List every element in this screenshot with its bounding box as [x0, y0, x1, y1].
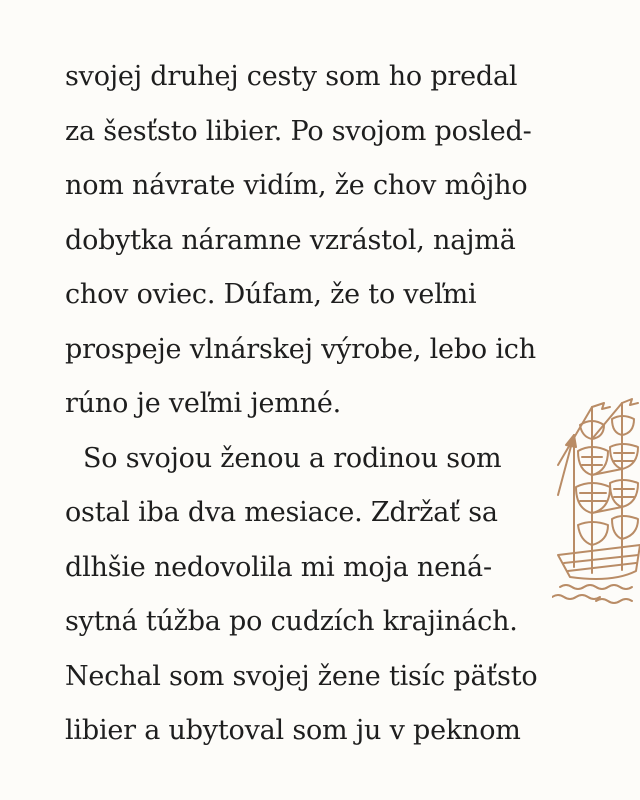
text-line: nom návrate vidím, že chov môjho — [65, 170, 528, 201]
text-line-paragraph-start: So svojou ženou a rodinou som — [83, 442, 502, 474]
text-line: chov oviec. Dúfam, že to veľmi — [65, 279, 477, 310]
text-line: dlhšie nedovolila mi moja nená- — [65, 551, 492, 583]
text-line: rúno je veľmi jemné. — [65, 388, 342, 419]
text-line: dobytka náramne vzrástol, najmä — [65, 224, 516, 256]
text-line: sytná túžba po cudzích krajinách. — [65, 606, 518, 637]
text-line: libier a ubytoval som ju v peknom — [65, 715, 521, 746]
text-line: Nechal som svojej žene tisíc päťsto — [65, 660, 538, 692]
text-line: za šesťsto libier. Po svojom posled- — [65, 115, 532, 147]
text-line: prospeje vlnárskej výrobe, lebo ich — [65, 333, 536, 365]
text-line: svojej druhej cesty som ho predal — [65, 61, 518, 92]
text-line: ostal iba dva mesiace. Zdržať sa — [65, 497, 498, 528]
body-text — [65, 50, 585, 759]
sailing-ship-icon — [552, 395, 640, 605]
